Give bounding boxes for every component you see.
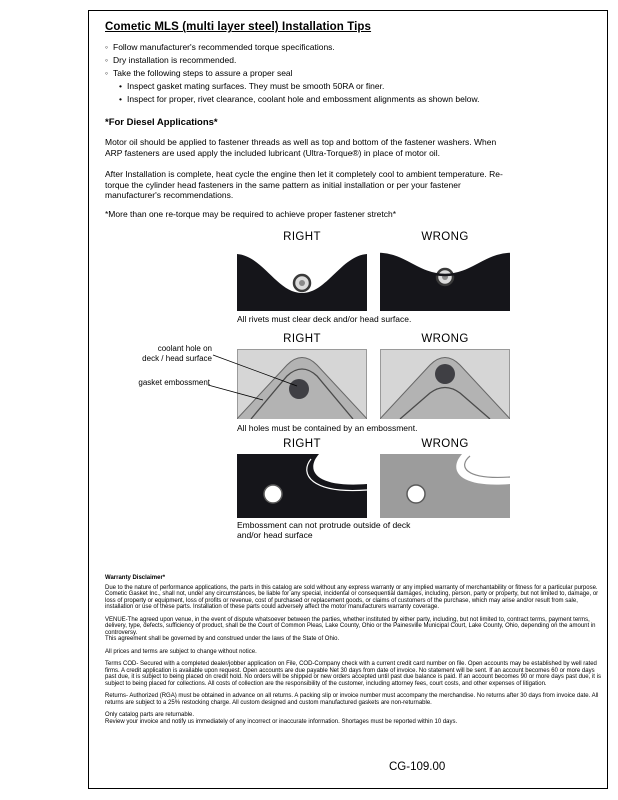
rivet-right-diagram: [237, 247, 367, 311]
disclaimer-paragraph-prices: All prices and terms are subject to change without notice.: [105, 648, 257, 655]
open-bullet-icon: ◦: [105, 68, 109, 78]
right-label-row1: RIGHT: [283, 231, 321, 243]
tip-text: Take the following steps to assure a proper seal: [113, 68, 293, 78]
disclaimer-heading: Warranty Disclaimer*: [105, 575, 166, 581]
embossment-right-diagram: [237, 454, 367, 518]
open-bullet-icon: ◦: [105, 42, 109, 52]
wrong-label-row3: WRONG: [421, 438, 469, 450]
filled-bullet-icon: •: [119, 81, 122, 91]
annotation-line: deck / head surface: [142, 353, 212, 363]
tip-text: Follow manufacturer's recommended torque specifications.: [113, 42, 335, 52]
disclaimer-paragraph-catalog: Only catalog parts are returnable.: [105, 712, 195, 718]
tip-text: Dry installation is recommended.: [113, 55, 237, 65]
open-bullet-icon: ◦: [105, 55, 109, 65]
tip-item: [105, 54, 519, 67]
tip-text: Inspect for proper, rivet clearance, coolant hole and embossment alignments as shown below.: [127, 94, 480, 104]
gasket-embossment-annotation: gasket embossment: [138, 378, 210, 387]
page-title: Cometic MLS (multi layer steel) Installation Tips: [105, 21, 372, 33]
diesel-paragraph-1: Motor oil should be applied to fastener threads as well as top and bottom of the fastener washers. When ARP fasteners are used apply the included lubricant (Ultra-Torque®) in place of motor oil.: [105, 137, 497, 158]
right-label-row3: RIGHT: [283, 438, 321, 450]
installation-tips-section: [105, 21, 519, 219]
filled-bullet-icon: •: [119, 94, 122, 104]
annotation-line: coolant hole on: [157, 344, 212, 353]
right-label-row2: RIGHT: [283, 333, 321, 345]
row2-caption: All holes must be contained by an embossment.: [237, 423, 418, 433]
disclaimer-paragraph-venue: VENUE-The agreed upon venue, in the event of dispute whatsoever between the parties, whether instituted by either party, including, but not limited to, contract terms, payment terms, delivery, type, defects, sufficiency of product, shall be the Court of Common Pleas, Lake County, Ohio or the Painesville Municipal Court, Lake County, Ohio, depending on the amount in controversy.: [105, 616, 596, 636]
tip-item: [105, 67, 519, 80]
rivet-wrong-diagram: [380, 247, 510, 311]
retorque-note: *More than one re-torque may be required to achieve proper fastener stretch*: [105, 208, 397, 219]
tip-item: [105, 41, 519, 54]
row3-caption: Embossment can not protrude outside of deck and/or head surface: [237, 520, 411, 540]
wrong-label-row1: WRONG: [421, 231, 469, 243]
row1-caption: All rivets must clear deck and/or head surface.: [237, 314, 412, 324]
wrong-label-row2: WRONG: [421, 333, 469, 345]
document-number: CG-109.00: [389, 761, 446, 773]
warranty-disclaimer-section: [105, 575, 605, 731]
annotation-leader-lines: [205, 342, 335, 412]
tip-subitem: [119, 93, 519, 106]
tip-text: Inspect gasket mating surfaces. They must be smooth 50RA or finer.: [127, 81, 385, 91]
coolant-wrong-diagram: [380, 349, 510, 419]
disclaimer-paragraph-warranty: Due to the nature of performance applications, the parts in this catalog are sold without any express warranty or any implied warranty of merchantability or fitness for a particular purpose. Cometic Gasket Inc., shall not, under any circumstances, be liable for any special, incidental or consequential damages, including, person, party or property, but not limited to, damage, or loss of property or equipment, loss of profits or revenue, cost of purchased or replacement goods, or claims of customers of the purchase, which may arise and/or result from sale, installation or use of these parts. Installation of these parts could adversely affect the motor manufacturers warranty coverage.: [105, 584, 599, 610]
disclaimer-paragraph-terms: Terms COD- Secured with a completed dealer/jobber application on File, COD-Company check with a current credit card number on file. Open accounts may be established by well rated firms. A credit application is available upon request. Open accounts are due payable Net 30 days from date of invoice. No statement will be sent. If an account becomes 60 or more days past due, it is subject to being placed on credit hold. No orders will be shipped or new orders accepted until past due balance is paid. If an account becomes 90 or more days past due, it is subject to being placed for collections. All costs of collection are the responsibility of the customer, including attorney fees, court costs, and other expenses of litigation.: [105, 661, 601, 687]
disclaimer-paragraph-returns: Returns- Authorized (RGA) must be obtained in advance on all returns. A packing slip or invoice number must accompany the merchandise. No returns after 30 days from invoice date. All returns are subject to a 25% restocking charge. All custom designed and custom manufactured gaskets are non-returnable.: [105, 693, 599, 706]
coolant-hole-annotation: [118, 344, 212, 363]
embossment-wrong-diagram: [380, 454, 510, 518]
diesel-applications-heading: *For Diesel Applications*: [105, 117, 218, 128]
tip-subitem: [119, 80, 519, 93]
disclaimer-paragraph-venue2: This agreement shall be governed by and construed under the laws of the State of Ohio.: [105, 636, 340, 642]
disclaimer-paragraph-review: Review your invoice and notify us immediately of any incorrect or inaccurate information. Shortages must be reported within 10 days.: [105, 718, 458, 725]
diesel-paragraph-2: After Installation is complete, heat cycle the engine then let it completely cool to ambient temperature. Re-torque the cylinder head fasteners in the same pattern as initial installation or per your fastener manufacturer's recommendations.: [105, 169, 503, 200]
